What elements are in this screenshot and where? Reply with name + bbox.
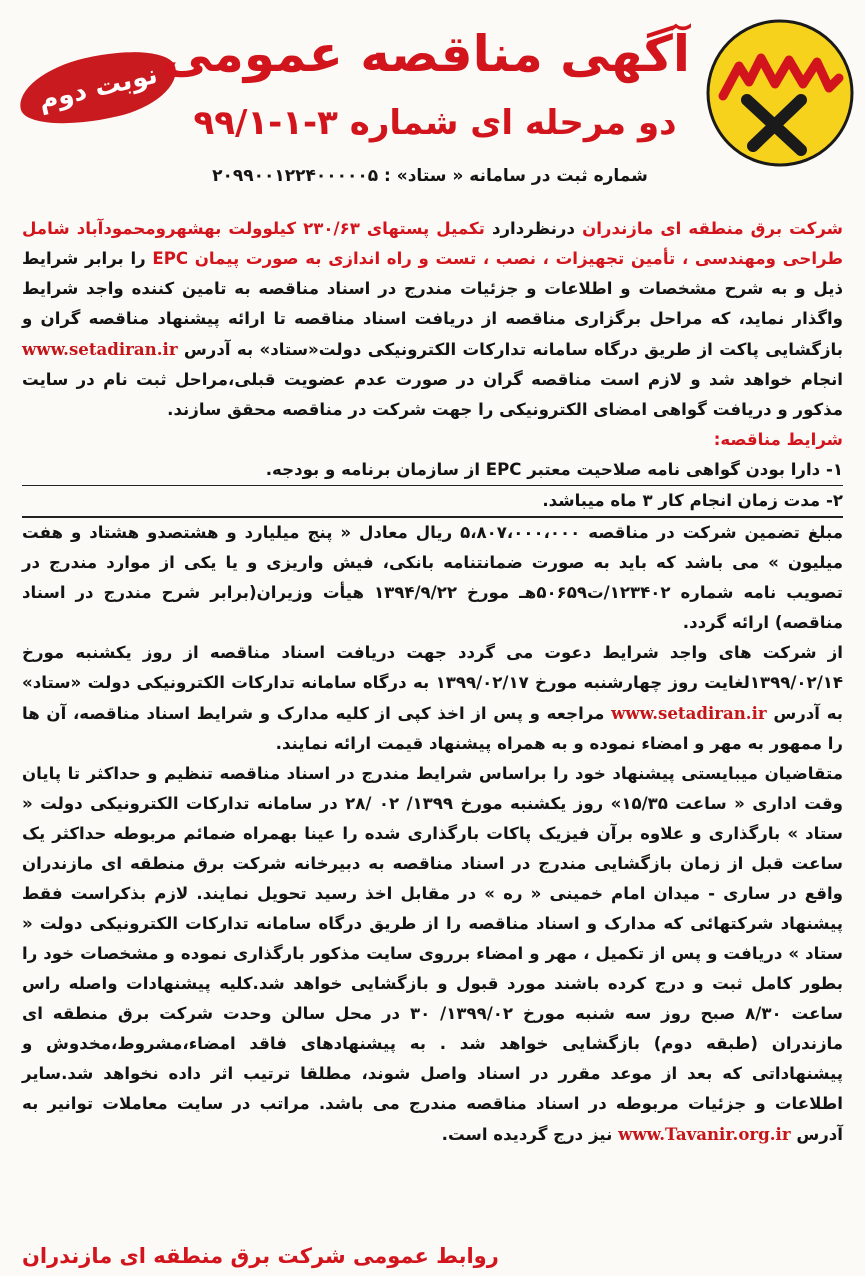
intro-text-1: درنظردارد	[484, 219, 583, 238]
intro-text-2: را برابر شرایط ذیل و به شرح مشخصات و اطلاعات و جزئیات مندرج در اسناد مناقصه به تامین کننده واجد شرایط واگذار نماید، که مراحل برگزاری مناقصه از دریافت اسناد مناقصه تا ارائه پیشنهاد مناقصه گران و بازگشایی پاکت از طریق درگاه سامانه تدارکات الکترونیکی دولت«ستاد» به آدرس	[22, 249, 843, 359]
notice-header	[0, 4, 865, 196]
second-round-badge: نوبت دوم	[13, 39, 183, 137]
registration-number: شماره ثبت در سامانه « ستاد» : ۲۰۹۹۰۰۱۲۲۴۰۰۰۰۰۵	[212, 166, 648, 186]
epc-label: EPC	[152, 249, 189, 268]
notice-title: آگهی مناقصه عمومی	[162, 25, 690, 83]
intro-paragraph	[22, 214, 843, 425]
intro-text-3: انجام خواهد شد و لازم است مناقصه گران در صورت عدم عضویت قبلی،مراحل ثبت نام در سایت مذکور و دریافت گواهی امضای الکترونیکی را جهت شرکت در مناقصه محقق سازند.	[22, 370, 843, 419]
notice-body	[22, 214, 843, 1150]
setad-link[interactable]: www.setadiran.ir	[22, 339, 178, 359]
documents-paragraph	[22, 638, 843, 759]
public-relations-signature: روابط عمومی شرکت برق منطقه ای مازندران	[22, 1244, 499, 1268]
tavanir-power-logo-icon	[705, 18, 855, 168]
company-name: شرکت برق منطقه ای مازندران	[582, 219, 843, 238]
submission-text-a: متقاضیان میبایستی پیشنهاد خود را براساس شرایط مندرج در اسناد مناقصه تنظیم و حداکثر تا پایان وقت اداری « ساعت ۱۵/۳۵» روز یکشنبه مورخ ۱۳۹۹/ ۰۲ /۲۸ در سامانه تدارکات الکترونیکی دولت « ستاد » بارگذاری و علاوه برآن فیزیک پاکات بارگذاری شده را عینا بهمراه ضمائم مربوطه حداکثر یک ساعت قبل از زمان بازگشایی مندرج در اسناد مناقصه به دبیرخانه شرکت برق منطقه ای مازندران واقع در ساری - میدان امام خمینی « ره » در مقابل اخذ رسید تحویل نمایند. لازم بذکراست فقط پیشنهاد شرکتهائی که مدارک و اسناد مناقصه را از طریق درگاه سامانه تدارکات الکترونیکی دولت « ستاد » دریافت و پس از تکمیل ، مهر و امضاء برروی سایت مذکور بارگذاری نموده و مشخصات خود را بطور کامل ثبت و درج کرده باشند مورد قبول و بازگشایی خواهد شد.کلیه پیشنهادات واصله راس ساعت ۸/۳۰ صبح روز سه شنبه مورخ ۱۳۹۹/۰۲/ ۳۰ در محل سالن وحدت شرکت برق منطقه ای مازندران (طبقه دوم) بازگشایی خواهد شد . به پیشنهادهای فاقد امضاء،مشروط،مخدوش و پیشنهاداتی که بعد از موعد مقرر در اسناد واصل شوند، مطلقا ترتیب اثر داده نخواهد شد.سایر اطلاعات و جزئیات مربوطه در اسناد مناقصه مندرج می باشد. مراتب در سایت معاملات توانیر به آدرس	[22, 764, 843, 1144]
condition-1-text-a: ۱- دارا بودن گواهی نامه صلاحیت معتبر	[521, 460, 843, 479]
submission-paragraph	[22, 759, 843, 1150]
conditions-title: شرایط مناقصه:	[713, 430, 843, 449]
condition-1-text-b: از سازمان برنامه و بودجه.	[265, 460, 486, 479]
documents-text-b: مراجعه و پس از اخذ کپی از کلیه مدارک و شرایط اسناد مناقصه، آن ها را ممهور به مهر و امضاء نموده و به همراه پیشنهاد قیمت ارائه نمایند.	[22, 704, 843, 753]
condition-2: ۲- مدت زمان انجام کار ۳ ماه میباشد.	[22, 486, 843, 518]
condition-1	[22, 455, 843, 486]
condition-1-epc: EPC	[485, 460, 522, 479]
tender-number: دو مرحله ای شماره ۳-۱-۹۹/۱	[193, 103, 677, 143]
setad-link-2[interactable]: www.setadiran.ir	[611, 703, 767, 723]
project-title: تکمیل پستهای ۲۳۰/۶۳ کیلوولت بهشهرومحمودآباد شامل طراحی ومهندسی ، تأمین تجهیزات ، نصب ، تست و راه اندازی به صورت پیمان	[22, 219, 843, 268]
documents-text-a: از شرکت های واجد شرایط دعوت می گردد جهت دریافت اسناد مناقصه از روز یکشنبه مورخ ۱۳۹۹/۰۲/۱۴لغایت روز چهارشنبه مورخ ۱۳۹۹/۰۲/۱۷ به درگاه سامانه تدارکات الکترونیکی دولت «ستاد» به آدرس	[22, 643, 844, 723]
submission-text-b: نیز درج گردیده است.	[441, 1125, 619, 1144]
tavanir-link[interactable]: www.Tavanir.org.ir	[618, 1124, 791, 1144]
guarantee-paragraph: مبلغ تضمین شرکت در مناقصه ۵،۸۰۷،۰۰۰،۰۰۰ ریال معادل « پنج میلیارد و هشتصدو هشتاد و هفت میلیون » می باشد که باید به صورت ضمانتنامه بانکی، فیش واریزی و یا یکی از موارد مندرج در تصویب نامه شماره ۱۲۳۴۰۲/ت۵۰۶۵۹هـ مورخ ۱۳۹۴/۹/۲۲ هیأت وزیران(برابر شرح مندرج در اسناد مناقصه) ارائه گردد.	[22, 523, 844, 632]
